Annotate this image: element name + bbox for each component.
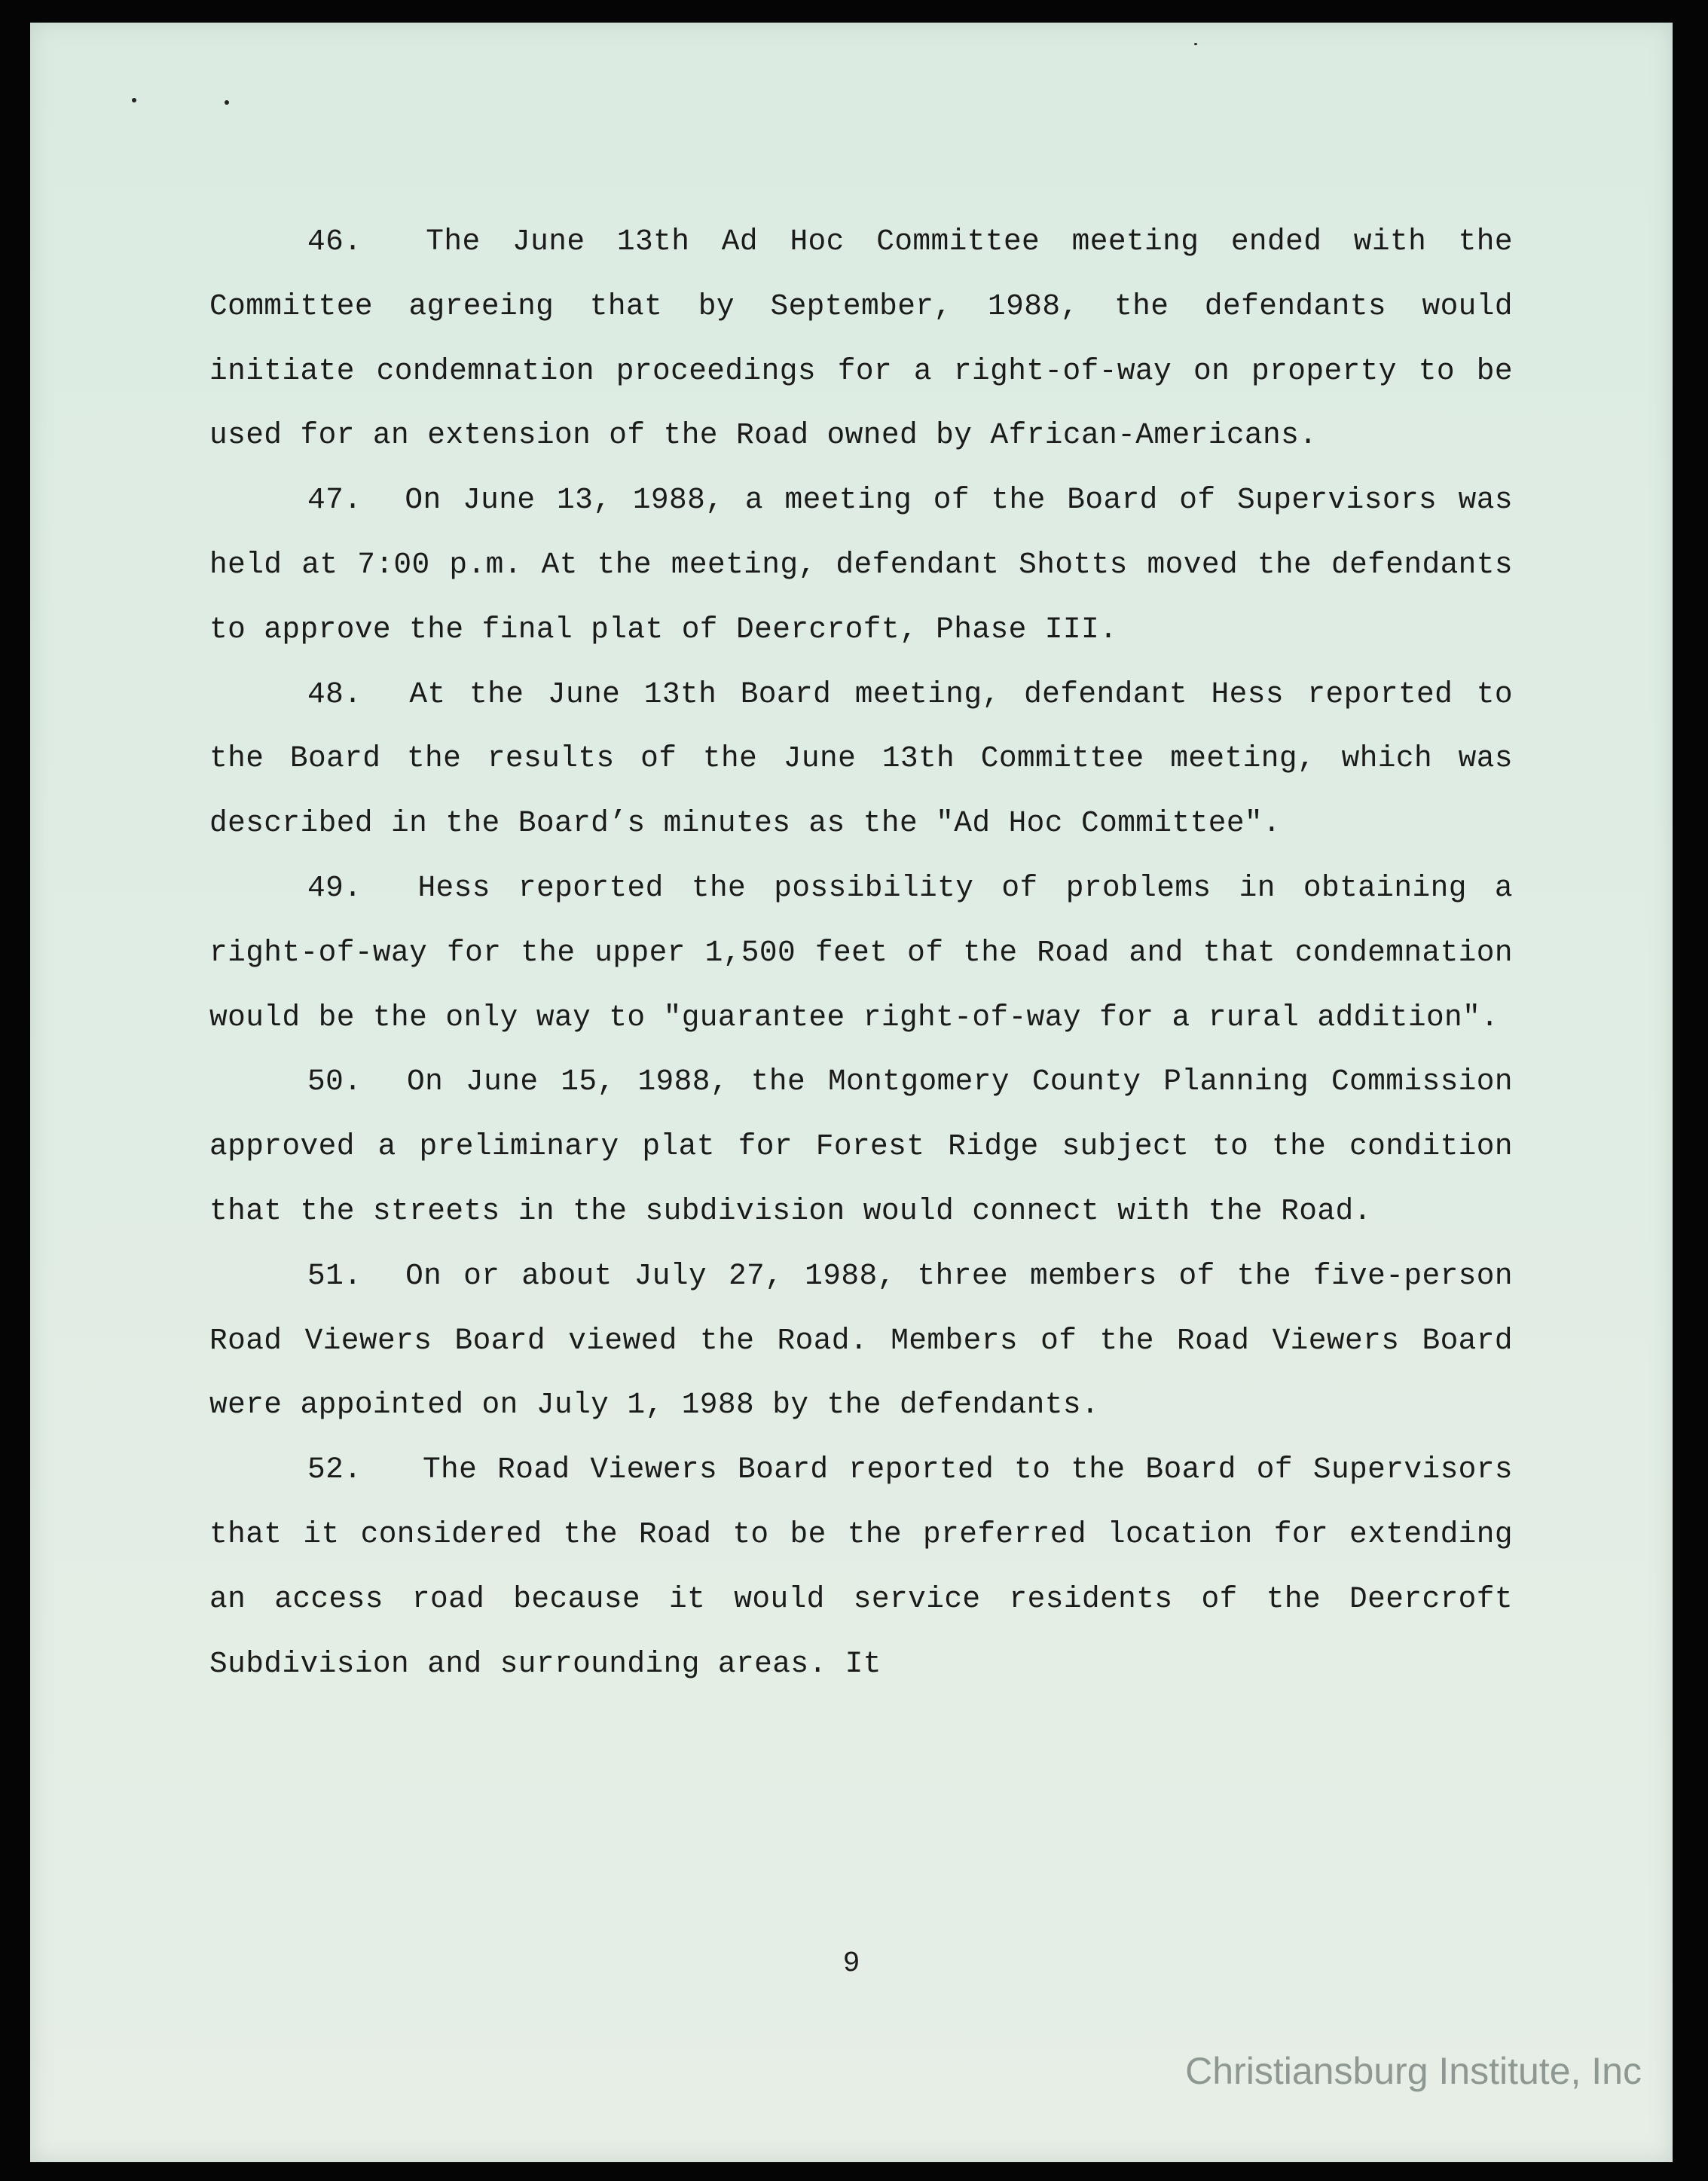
scan-speck	[1194, 43, 1197, 45]
paragraph-48	[209, 662, 1513, 856]
paragraph-text: On or about July 27, 1988, three members of the five-person Road Viewers Board viewed the Road. Members of the Road Viewers Board were appointed on July 1, 1988 by the defendants.	[209, 1258, 1513, 1422]
page-number: 9	[842, 1947, 860, 1980]
paragraph-number: 51.	[307, 1258, 362, 1293]
watermark: Christiansburg Institute, Inc	[1185, 2050, 1642, 2092]
paragraph-text: The June 13th Ad Hoc Committee meeting ended with the Committee agreeing that by September, 1988, the defendants would initiate condemnation proceedings for a right-of-way on property to be used for an extension of the Road owned by African-Americans.	[209, 225, 1513, 453]
paragraph-number: 52.	[307, 1452, 362, 1487]
paragraph-51	[209, 1244, 1513, 1437]
paragraph-47	[209, 468, 1513, 661]
paragraph-number: 46.	[307, 225, 362, 258]
paragraph-number: 48.	[307, 677, 362, 711]
paragraph-number: 47.	[307, 483, 362, 518]
paragraph-49	[209, 856, 1513, 1049]
document-page	[30, 23, 1673, 2162]
paragraph-52	[209, 1437, 1513, 1696]
paragraph-text: On June 15, 1988, the Montgomery County Planning Commission approved a preliminary plat for Forest Ridge subject to the condition that the streets in the subdivision would connect with the Road.	[209, 1065, 1513, 1228]
scan-speck	[132, 98, 136, 102]
paragraph-text: At the June 13th Board meeting, defendant Hess reported to the Board the results of the June 13th Committee meeting, which was described in the Board’s minutes as the "Ad Hoc Committee".	[209, 677, 1513, 841]
document-body	[209, 209, 1513, 1696]
paragraph-text: The Road Viewers Board reported to the Board of Supervisors that it considered the Road to be the preferred location for extending an access road because it would service residents of the Deercroft Subdivision and surrounding areas. It	[209, 1452, 1513, 1681]
paragraph-number: 49.	[307, 870, 362, 905]
paragraph-text: On June 13, 1988, a meeting of the Board of Supervisors was held at 7:00 p.m. At the meeting, defendant Shotts moved the defendants to approve the final plat of Deercroft, Phase III.	[209, 483, 1513, 646]
paragraph-text: Hess reported the possibility of problems in obtaining a right-of-way for the upper 1,500 feet of the Road and that condemnation would be the only way to "guarantee right-of-way for a rural addition".	[209, 870, 1513, 1034]
scan-speck	[225, 100, 229, 105]
paragraph-number: 50.	[307, 1065, 362, 1099]
paragraph-46	[209, 209, 1513, 468]
paragraph-50	[209, 1049, 1513, 1243]
